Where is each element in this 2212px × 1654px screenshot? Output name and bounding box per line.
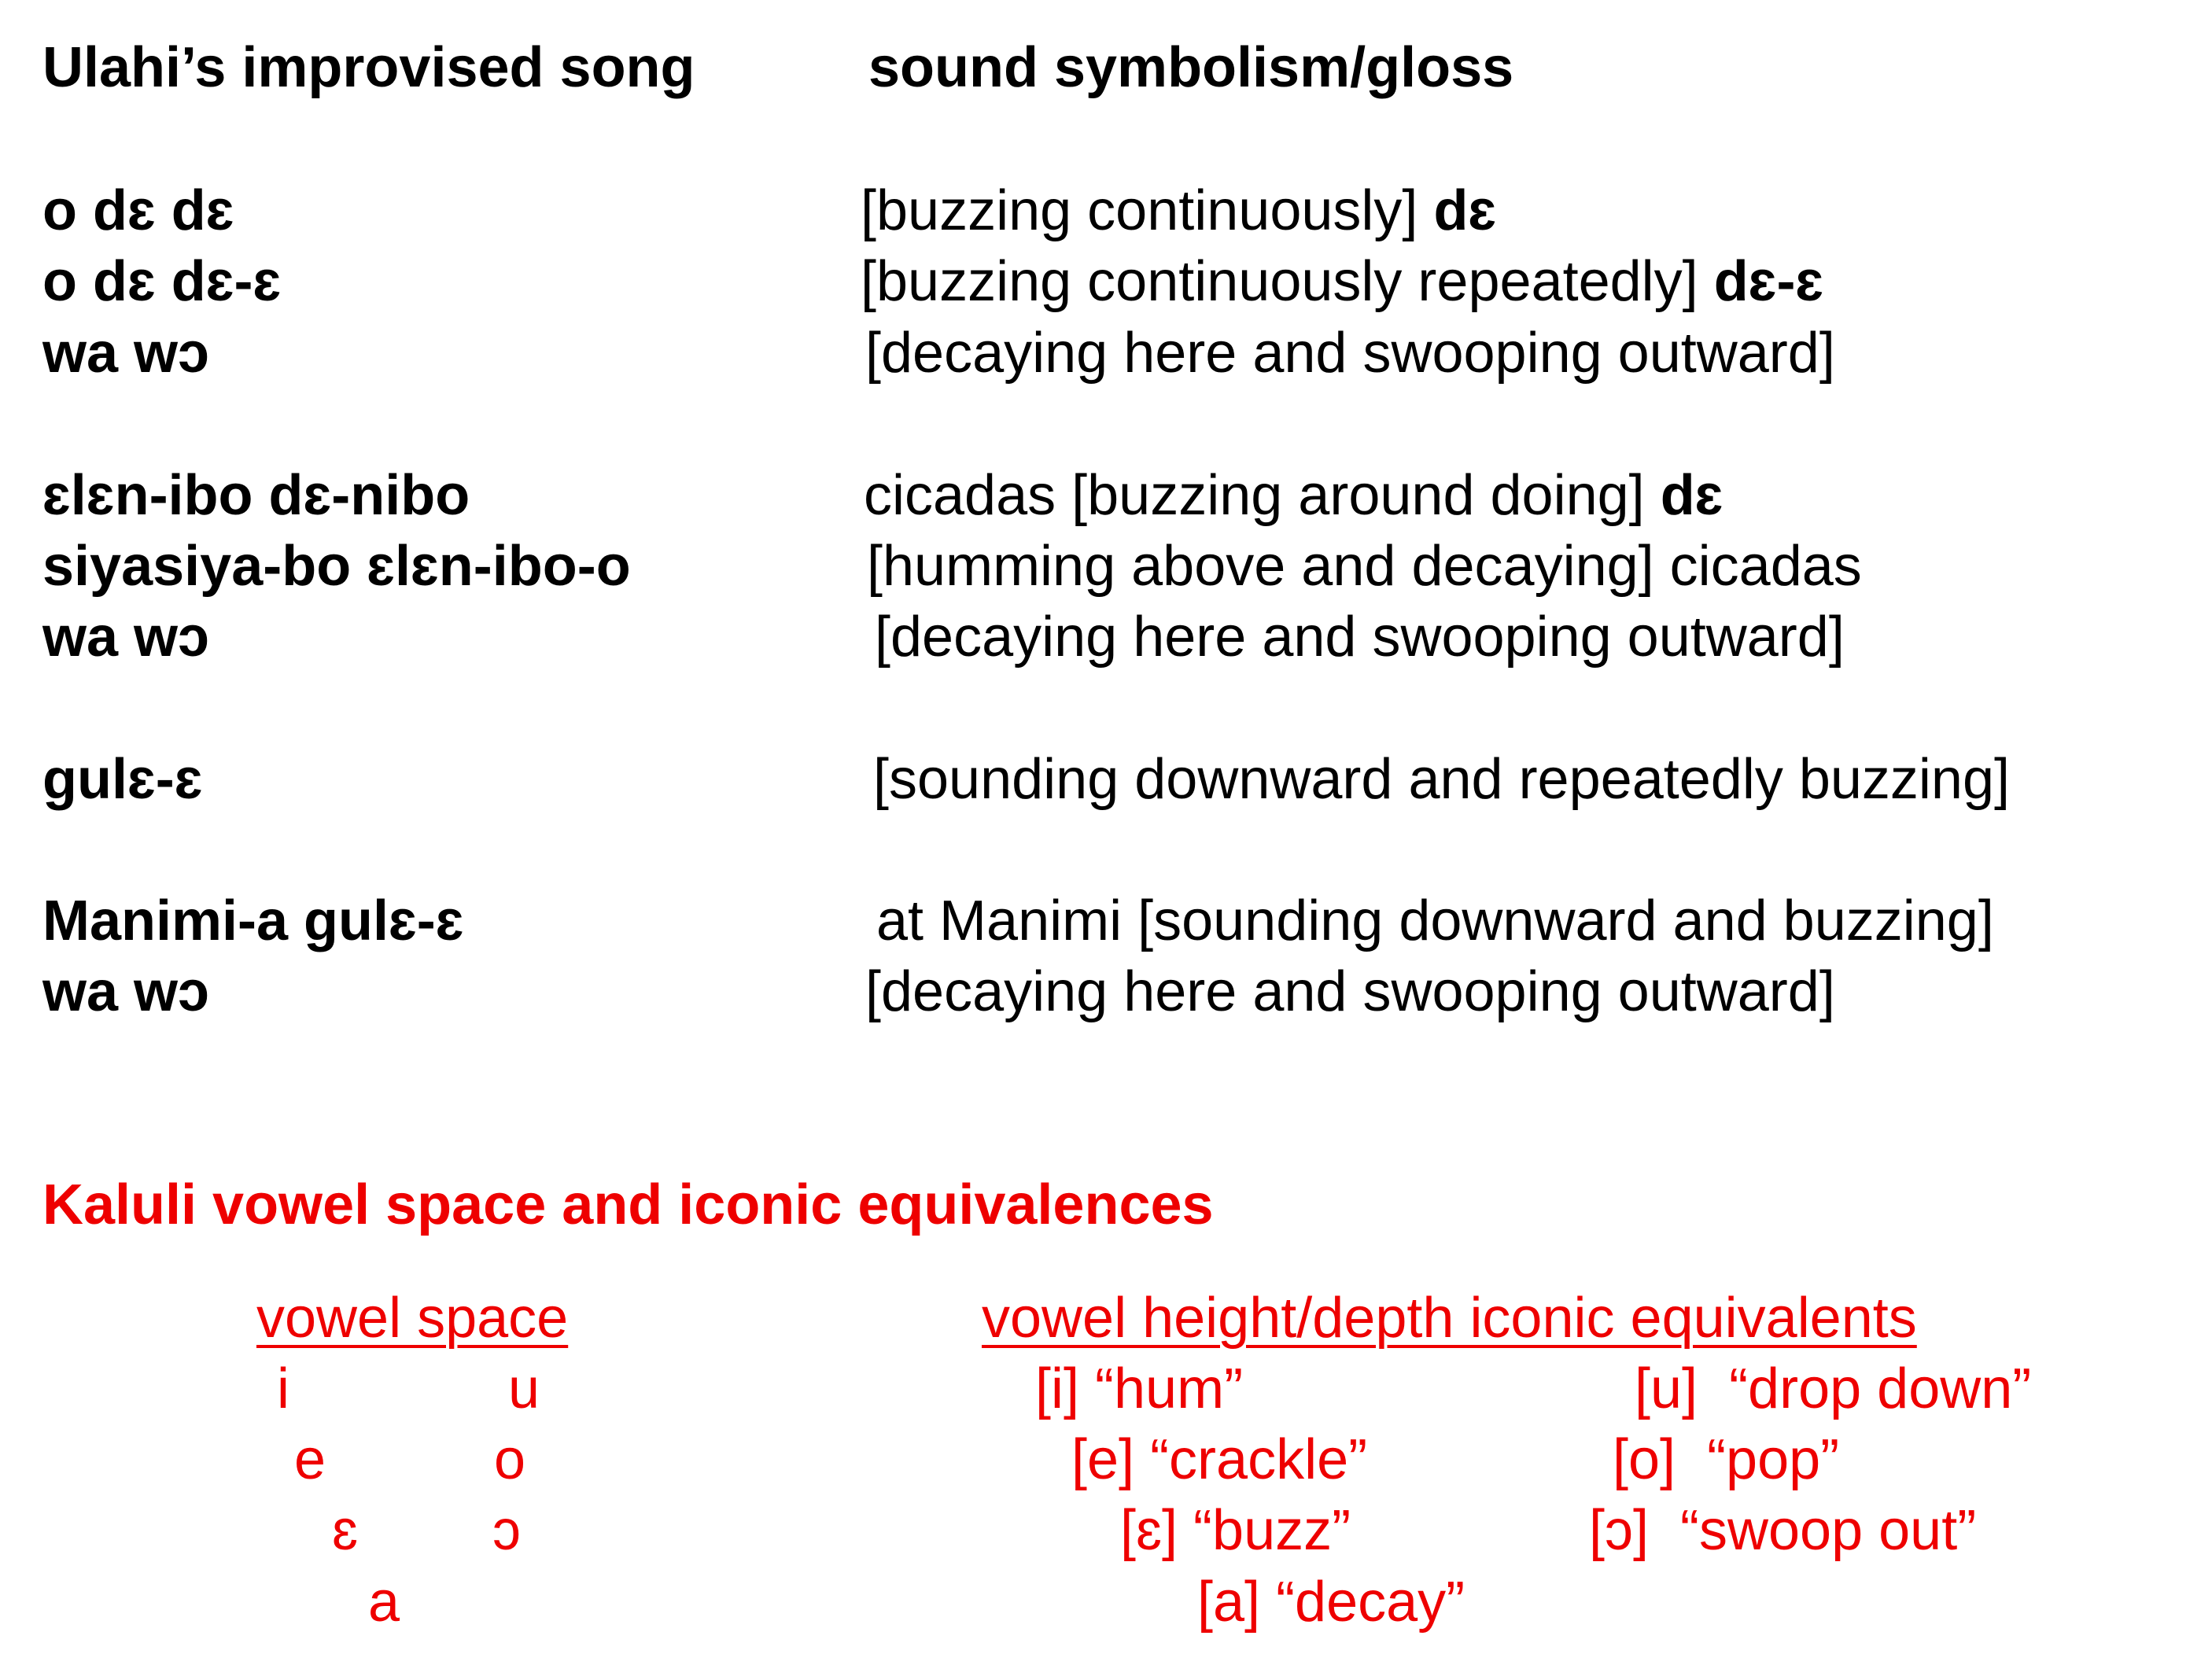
gloss-line-9: [decaying here and swooping outward] <box>865 960 1835 1023</box>
iconic-item-open-o: [ɔ] “swoop out” <box>1589 1499 1977 1562</box>
gloss-line-5: [humming above and decaying] cicadas <box>867 535 1862 598</box>
gloss-line-3: [decaying here and swooping outward] <box>865 322 1835 385</box>
gloss-bold-term: dɛ <box>1660 464 1724 527</box>
gloss-bold-term: dɛ <box>1433 179 1497 242</box>
gloss-column-heading: sound symbolism/gloss <box>868 36 1514 99</box>
song-line-1: o dɛ dɛ <box>42 179 234 242</box>
vowel-e: e <box>294 1428 326 1491</box>
vowel-open-e: ɛ <box>332 1499 359 1562</box>
gloss-line-1: [buzzing continuously] dɛ <box>861 179 1497 242</box>
gloss-line-6: [decaying here and swooping outward] <box>875 606 1845 669</box>
gloss-line-7: [sounding downward and repeatedly buzzing] <box>873 748 2010 811</box>
song-line-8: Manimi-a gulɛ-ɛ <box>42 890 464 952</box>
iconic-item-a: [a] “decay” <box>1197 1571 1465 1634</box>
vowel-section-title: Kaluli vowel space and iconic equivalences <box>42 1173 1214 1236</box>
song-line-3: wa wɔ <box>42 322 210 385</box>
song-line-5: siyasiya-bo ɛlɛn-ibo-o <box>42 535 631 598</box>
song-line-7: gulɛ-ɛ <box>42 748 203 811</box>
iconic-item-open-e: [ɛ] “buzz” <box>1120 1499 1351 1562</box>
vowel-o: o <box>494 1428 526 1491</box>
gloss-line-2: [buzzing continuously repeatedly] dɛ-ɛ <box>861 250 1824 313</box>
vowel-open-o: ɔ <box>492 1499 521 1562</box>
iconic-item-o: [o] “pop” <box>1613 1428 1840 1491</box>
gloss-line-8: at Manimi [sounding downward and buzzing] <box>876 890 1994 952</box>
song-line-9: wa wɔ <box>42 960 210 1023</box>
vowel-i: i <box>277 1357 289 1420</box>
iconic-item-e: [e] “crackle” <box>1071 1428 1368 1491</box>
song-column-heading: Ulahi’s improvised song <box>42 36 695 99</box>
iconic-item-i: [i] “hum” <box>1035 1357 1244 1420</box>
iconic-heading: vowel height/depth iconic equivalents <box>982 1287 1917 1350</box>
song-line-4: ɛlɛn-ibo dɛ-nibo <box>42 464 470 527</box>
song-line-6: wa wɔ <box>42 606 210 669</box>
song-line-2: o dɛ dɛ-ɛ <box>42 250 282 313</box>
vowel-u: u <box>508 1357 540 1420</box>
gloss-line-4: cicadas [buzzing around doing] dɛ <box>864 464 1724 527</box>
gloss-bold-term: dɛ-ɛ <box>1713 250 1824 313</box>
vowel-space-heading: vowel space <box>256 1287 569 1350</box>
vowel-a: a <box>368 1571 400 1634</box>
iconic-item-u: [u] “drop down” <box>1635 1357 2032 1420</box>
